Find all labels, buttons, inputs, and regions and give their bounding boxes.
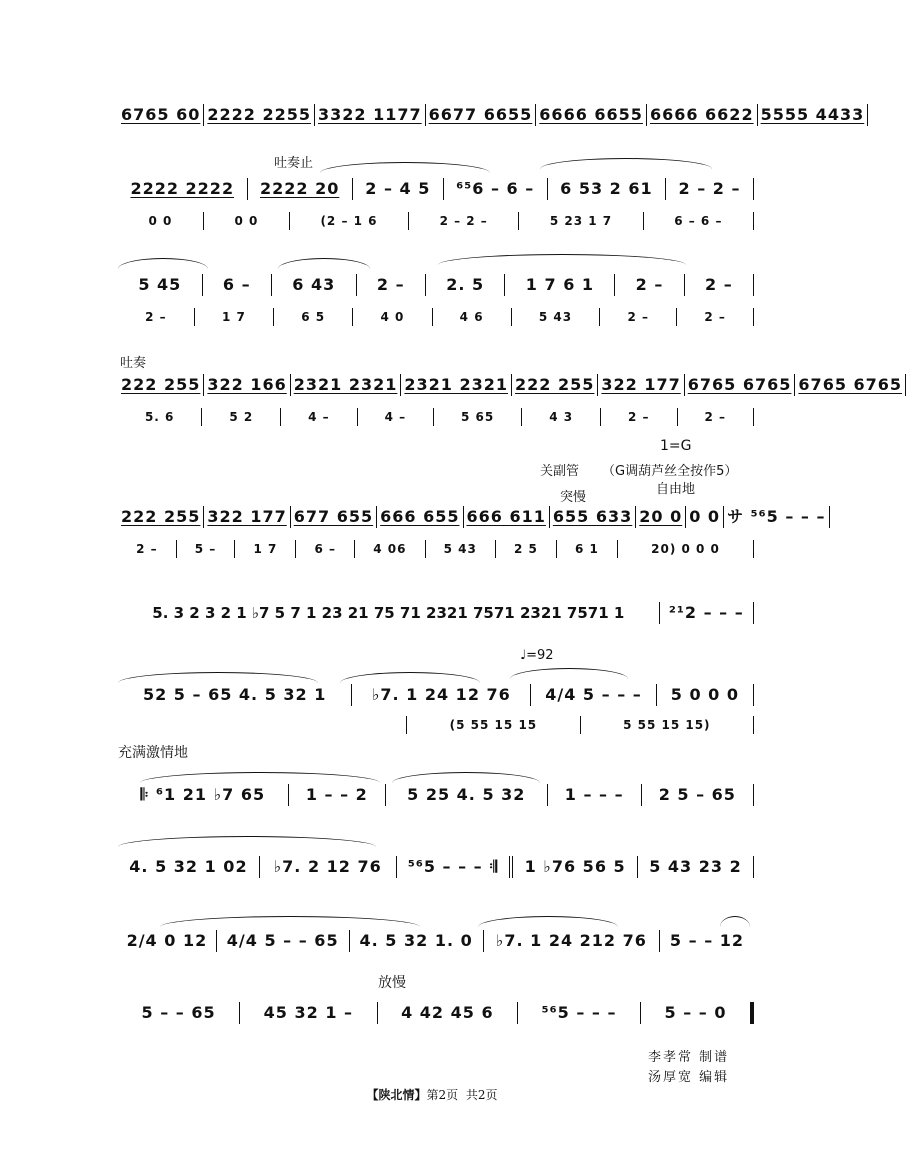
measure: 4 0 (353, 308, 432, 326)
measure: 5 43 (512, 308, 601, 326)
measure (282, 716, 407, 734)
measure: 𝄆 ⁶1 21 ♭7 65 (118, 784, 289, 806)
measure: 20 0 (636, 506, 686, 528)
measure: 4 3 (522, 408, 601, 426)
measure: (2 – 1 6 (290, 212, 409, 230)
measure: 2321 2321 (291, 374, 402, 396)
measure: 2 – (678, 408, 754, 426)
upper-voice (118, 784, 754, 806)
footer-total: 共2页 (465, 1088, 498, 1102)
measure: 4/4 5 – – – (531, 684, 657, 706)
measure: 6666 6622 (647, 104, 758, 126)
measure: 6666 6655 (536, 104, 647, 126)
annotation-ziyoudi: 自由地 (656, 482, 696, 497)
slur (118, 672, 318, 683)
credit-editor: 汤厚宽 编辑 (648, 1070, 730, 1085)
measure: 222 255 (118, 506, 204, 528)
measure: 2 – (357, 274, 426, 296)
measure: 5 45 (118, 274, 203, 296)
measure: 2 5 – 65 (642, 784, 754, 806)
measure: 2 – (118, 540, 177, 558)
slur (392, 772, 540, 783)
measure: 6 – (296, 540, 355, 558)
measure: 4. 5 32 1. 0 (350, 930, 484, 952)
measure: 1 7 (195, 308, 274, 326)
slur (720, 916, 750, 927)
measure: 5 65 (434, 408, 522, 426)
annotation-fangman: 放慢 (378, 975, 406, 991)
upper-voice (118, 274, 754, 296)
staff-row-7 (118, 684, 754, 734)
upper-voice (118, 1002, 754, 1024)
upper-voice (118, 506, 826, 528)
measure: 4 6 (433, 308, 512, 326)
measure: サ ⁵⁶5 – – – (724, 506, 829, 528)
measure: ²¹2 – – – (660, 602, 754, 624)
measure: 52 5 – 65 4. 5 32 1 (118, 684, 352, 706)
slur (140, 772, 380, 783)
measure: 6 1 (557, 540, 618, 558)
annotation-key: 1=G (660, 438, 692, 454)
footer-page: 第2页 (426, 1088, 459, 1102)
staff-row-11 (118, 1002, 754, 1024)
measure: 6765 6765 (795, 374, 906, 396)
measure: 5 – – 12 (669, 931, 745, 950)
measure: 6 – (203, 274, 272, 296)
upper-voice (118, 602, 754, 624)
measure: 5 – – 0 (641, 1002, 754, 1024)
measure: 5 – – 65 (118, 1002, 240, 1024)
measure: ⁵⁶5 – – – 𝄇 (397, 856, 514, 878)
staff-row-8 (118, 784, 754, 806)
measure: 6 – 6 – (644, 212, 754, 230)
measure: 322 177 (598, 374, 684, 396)
measure: 4 – (281, 408, 357, 426)
annotation-tuzou: 吐奏 (120, 356, 147, 371)
measure: 20) 0 0 0 (618, 540, 754, 558)
measure: 5 43 (426, 540, 496, 558)
measure: 2222 2222 (118, 178, 248, 200)
credit-arranger: 李孝常 制谱 (648, 1050, 730, 1065)
slur (540, 158, 712, 169)
lower-voice (118, 408, 754, 426)
upper-voice (118, 178, 754, 200)
measure: 1 – – – (548, 784, 642, 806)
measure: 6 5 (274, 308, 353, 326)
measure: (5 55 15 15 (407, 716, 580, 734)
measure: 6765 6765 (685, 374, 796, 396)
slur (278, 258, 370, 269)
lower-voice (118, 308, 754, 326)
measure: 2222 20 (248, 178, 353, 200)
measure: 666 611 (464, 506, 550, 528)
measure: 2 – 2 – (409, 212, 519, 230)
staff-row-5 (118, 506, 826, 558)
measure: 2 – (677, 308, 754, 326)
measure: 5 2 (202, 408, 281, 426)
staff-row-6 (118, 602, 754, 624)
annotation-chongman: 充满激情地 (118, 745, 188, 761)
slur (160, 916, 420, 927)
staff-row-1 (118, 104, 865, 126)
staff-row-4 (118, 374, 903, 426)
measure: 6 53 2 61 (548, 178, 666, 200)
lower-voice (118, 540, 754, 558)
slur (510, 668, 628, 679)
measure: 2 – (601, 408, 677, 426)
measure: 6 43 (272, 274, 357, 296)
footer-title: 【陕北情】 (366, 1088, 427, 1102)
slur (478, 916, 618, 927)
measure: 2. 5 (426, 274, 506, 296)
measure: 1 ♭76 56 5 (513, 856, 638, 878)
measure: 1 7 6 1 (505, 274, 615, 296)
measure: 2 – 2 – (666, 178, 754, 200)
annotation-key-note: （G调葫芦丝全按作5） (602, 464, 738, 479)
measure (118, 716, 282, 734)
upper-voice (118, 684, 754, 706)
measure: 677 655 (291, 506, 377, 528)
upper-voice (118, 374, 903, 396)
measure: 3322 1177 (315, 104, 426, 126)
measure: 5. 6 (118, 408, 202, 426)
measure: 6765 60 (118, 104, 204, 126)
measure: ♭7. 1 24 212 76 (484, 930, 660, 952)
measure: 655 633 (550, 506, 636, 528)
slur (118, 258, 208, 269)
measure: 5555 4433 (758, 104, 869, 126)
measure: 45 32 1 – (240, 1002, 377, 1024)
measure: 2 5 (496, 540, 557, 558)
measure: ♭7. 1 24 12 76 (352, 684, 531, 706)
measure: ⁵⁶5 – – – (518, 1002, 641, 1024)
measure: 4/4 5 – – 65 (217, 930, 350, 952)
measure: 4 – (358, 408, 434, 426)
upper-voice (118, 856, 754, 878)
measure: 4. 5 32 1 02 (118, 856, 260, 878)
staff-row-2 (118, 178, 754, 230)
measure: 5 43 23 2 (638, 856, 754, 878)
slur (340, 672, 480, 683)
measure: 0 0 (118, 212, 204, 230)
lower-voice (118, 212, 754, 230)
staff-row-9 (118, 856, 754, 878)
measure: 222 255 (512, 374, 598, 396)
measure: 5 0 0 0 (657, 684, 754, 706)
upper-voice (118, 104, 865, 126)
measure: 2222 2255 (204, 104, 315, 126)
measure: 2 – (118, 308, 195, 326)
measure: 5. 3 2 3 2 1 ♭7 5 7 1 23 21 75 71 2321 7571 2321 7571 1 (118, 602, 660, 624)
measure: 0 0 (686, 506, 724, 528)
measure: 2 – (615, 274, 684, 296)
measure: 0 0 (204, 212, 290, 230)
measure: ⁶⁵6 – 6 – (444, 178, 548, 200)
measure: ♭7. 2 12 76 (260, 856, 397, 878)
measure: 1 – – 2 (289, 784, 386, 806)
staff-row-3 (118, 274, 754, 326)
measure: 322 166 (204, 374, 290, 396)
measure: 5 55 15 15) (581, 716, 754, 734)
measure: 2 – 4 5 (353, 178, 444, 200)
annotation-tuman: 突慢 (560, 490, 587, 505)
measure: 6677 6655 (426, 104, 537, 126)
measure: 5 25 4. 5 32 (386, 784, 548, 806)
slur (438, 254, 686, 265)
measure: 666 655 (377, 506, 463, 528)
measure: 2/4 0 12 (118, 930, 217, 952)
lower-voice (118, 716, 754, 734)
slur (320, 162, 490, 173)
measure: 322 177 (204, 506, 290, 528)
measure: 4 06 (355, 540, 425, 558)
upper-voice (118, 930, 754, 952)
measure: 222 255 (118, 374, 204, 396)
measure: 2 – (685, 274, 754, 296)
annotation-tempo: ♩=92 (520, 648, 554, 663)
annotation-tuzou-zhi: 吐奏止 (274, 156, 314, 171)
annotation-guan-fuguan: 关副管 (540, 464, 580, 479)
measure: 1 7 (235, 540, 296, 558)
slur (118, 836, 376, 847)
measure: 5 23 1 7 (519, 212, 643, 230)
staff-row-10 (118, 930, 754, 952)
measure: 5 – (177, 540, 236, 558)
measure: 4 42 45 6 (378, 1002, 519, 1024)
measure: 2321 2321 (401, 374, 512, 396)
page-footer (0, 1086, 864, 1103)
measure: 2 – (600, 308, 677, 326)
